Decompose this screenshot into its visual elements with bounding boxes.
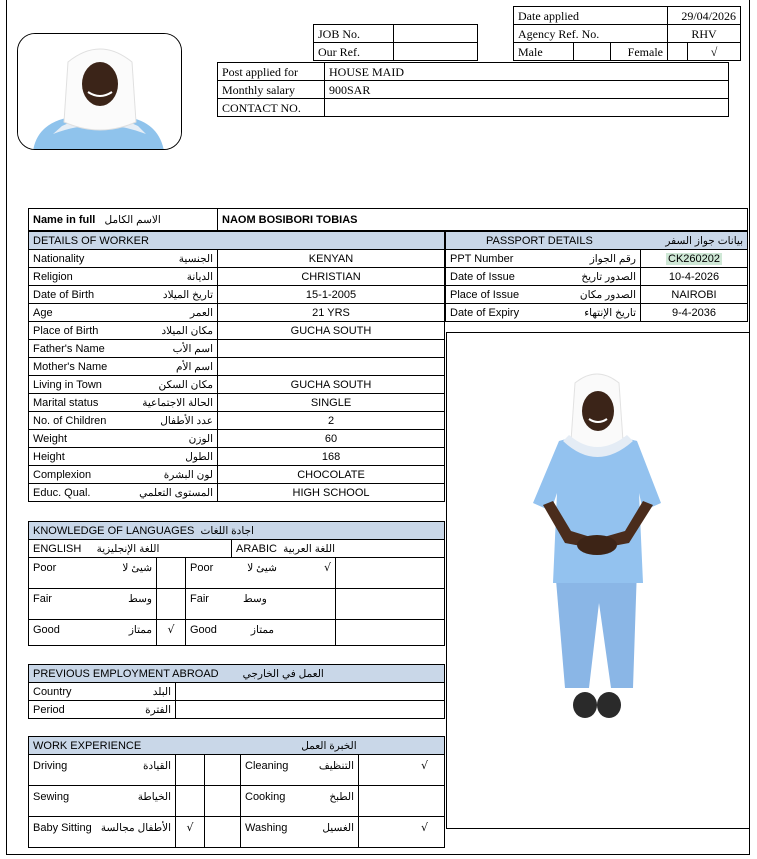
english-level-checkbox[interactable] (157, 589, 186, 620)
contact-field[interactable] (325, 99, 729, 117)
passport-detail-label: PPT Number رقم الجواز (446, 250, 641, 268)
worker-detail-label: Mother's Name اسم الأم (29, 358, 218, 376)
passport-detail-label: Date of Issue الصدور تاريخ (446, 268, 641, 286)
agency-ref-value: RHV (668, 25, 741, 43)
female-label: Female (611, 43, 668, 61)
work-experience-table (28, 736, 445, 848)
english-level-checkbox[interactable] (157, 558, 186, 589)
worker-detail-value: GUCHA SOUTH (218, 322, 445, 340)
worker-detail-row (29, 286, 445, 304)
worker-detail-value: 168 (218, 448, 445, 466)
our-ref-label: Our Ref. (314, 43, 394, 61)
passport-details-header: PASSPORT DETAILS بيانات جواز السفر (446, 232, 748, 250)
previous-employment-header: PREVIOUS EMPLOYMENT ABROAD العمل في الخارجي (29, 665, 445, 683)
passport-detail-row (446, 286, 748, 304)
arabic-column-header: ARABIC اللغة العربية (232, 540, 445, 558)
worker-detail-value: CHOCOLATE (218, 466, 445, 484)
skill-label: Washing الغسيل (241, 817, 359, 848)
period-field[interactable] (176, 701, 445, 719)
arabic-level-label: Good ممتاز (186, 620, 336, 646)
worker-detail-row (29, 466, 445, 484)
monthly-salary-value: 900SAR (325, 81, 729, 99)
worker-detail-value: GUCHA SOUTH (218, 376, 445, 394)
passport-detail-row (446, 304, 748, 322)
worker-detail-value: KENYAN (218, 250, 445, 268)
full-name-value: NAOM BOSIBORI TOBIAS (218, 209, 748, 231)
name-label: Name in full الاسم الكامل (29, 209, 218, 231)
applicant-portrait-photo (17, 33, 182, 150)
arabic-level-label: Poor شيئ لا √ (186, 558, 336, 589)
our-ref-field[interactable] (394, 43, 478, 61)
worker-detail-row (29, 376, 445, 394)
passport-detail-value: CK260202 (641, 250, 748, 268)
worker-detail-row (29, 322, 445, 340)
job-ref-table (313, 24, 478, 61)
languages-table (28, 521, 445, 666)
worker-detail-label: Living in Town مكان السكن (29, 376, 218, 394)
passport-detail-value: 9-4-2036 (641, 304, 748, 322)
name-table (28, 208, 748, 231)
worker-detail-value: HIGH SCHOOL (218, 484, 445, 502)
worker-detail-label: Father's Name اسم الأب (29, 340, 218, 358)
work-experience-row (29, 755, 445, 786)
applicant-full-body-photo (446, 332, 750, 829)
work-experience-header: WORK EXPERIENCE الخبرة العمل (29, 737, 445, 755)
passport-detail-row (446, 250, 748, 268)
passport-detail-label: Place of Issue الصدور مكان (446, 286, 641, 304)
languages-header: KNOWLEDGE OF LANGUAGES اجادة اللغات (29, 522, 445, 540)
worker-detail-label: No. of Children عدد الأطفال (29, 412, 218, 430)
worker-detail-row (29, 304, 445, 322)
english-level-label: Poor شيئ لا (29, 558, 157, 589)
worker-detail-row (29, 484, 445, 502)
skill-label: Baby Sitting الأطفال مجالسة (29, 817, 176, 848)
contact-label: CONTACT NO. (218, 99, 325, 117)
date-applied-label: Date applied (514, 7, 668, 25)
job-no-field[interactable] (394, 25, 478, 43)
post-applied-value: HOUSE MAID (325, 63, 729, 81)
worker-detail-row (29, 358, 445, 376)
skill-checkbox[interactable] (176, 755, 205, 786)
arabic-level-checkbox[interactable]: √ (323, 561, 331, 574)
worker-detail-label: Complexion لون البشرة (29, 466, 218, 484)
skill-label: Driving القيادة (29, 755, 176, 786)
english-column-header: ENGLISH اللغة الإنجليزية (29, 540, 232, 558)
period-label: Period الفترة (29, 701, 176, 719)
post-applied-label: Post applied for (218, 63, 325, 81)
language-level-blank (336, 589, 445, 620)
skill-checkbox[interactable]: √ (359, 817, 445, 848)
work-experience-row (29, 786, 445, 817)
worker-details-table (28, 231, 445, 502)
previous-employment-table (28, 664, 445, 737)
worker-detail-label: Marital status الحالة الاجتماعية (29, 394, 218, 412)
worker-detail-value: 2 (218, 412, 445, 430)
worker-detail-value: 21 YRS (218, 304, 445, 322)
skill-checkbox[interactable]: √ (176, 817, 205, 848)
male-checkbox[interactable] (574, 43, 611, 61)
worker-detail-value (218, 358, 445, 376)
worker-detail-row (29, 394, 445, 412)
male-label: Male (514, 43, 574, 61)
passport-detail-label: Date of Expiry تاريخ الإنتهاء (446, 304, 641, 322)
skill-checkbox[interactable] (176, 786, 205, 817)
worker-detail-row (29, 412, 445, 430)
english-level-label: Fair وسط (29, 589, 157, 620)
passport-detail-row (446, 268, 748, 286)
arabic-level-label: Fair وسط (186, 589, 336, 620)
language-level-blank (336, 620, 445, 646)
language-level-blank (336, 558, 445, 589)
worker-detail-value: CHRISTIAN (218, 268, 445, 286)
worker-detail-value (218, 340, 445, 358)
worker-detail-value: 15-1-2005 (218, 286, 445, 304)
worker-detail-value: SINGLE (218, 394, 445, 412)
skill-checkbox[interactable]: √ (359, 755, 445, 786)
english-level-checkbox[interactable]: √ (157, 620, 186, 646)
worker-detail-label: Date of Birth تاريخ الميلاد (29, 286, 218, 304)
english-level-label: Good ممتاز (29, 620, 157, 646)
country-field[interactable] (176, 683, 445, 701)
language-level-row (29, 558, 445, 589)
worker-detail-label: Height الطول (29, 448, 218, 466)
language-level-row (29, 620, 445, 646)
worker-detail-label: Age العمر (29, 304, 218, 322)
skill-label: Cooking الطبخ (241, 786, 359, 817)
skill-label: Cleaning التنظيف (241, 755, 359, 786)
worker-detail-label: Nationality الجنسية (29, 250, 218, 268)
work-experience-row (29, 817, 445, 848)
skill-checkbox[interactable] (359, 786, 445, 817)
worker-details-header: DETAILS OF WORKER (29, 232, 445, 250)
worker-detail-label: Religion الديانة (29, 268, 218, 286)
language-level-row (29, 589, 445, 620)
worker-detail-label: Place of Birth مكان الميلاد (29, 322, 218, 340)
worker-detail-label: Weight الوزن (29, 430, 218, 448)
worker-detail-label: Educ. Qual. المستوى التعلمي (29, 484, 218, 502)
passport-detail-value: 10-4-2026 (641, 268, 748, 286)
passport-details-table (445, 231, 748, 322)
worker-detail-row (29, 250, 445, 268)
date-applied-value: 29/04/2026 (668, 7, 741, 25)
passport-detail-value: NAIROBI (641, 286, 748, 304)
worker-detail-row (29, 448, 445, 466)
skill-label: Sewing الخياطة (29, 786, 176, 817)
country-label: Country البلد (29, 683, 176, 701)
agency-ref-label: Agency Ref. No. (514, 25, 668, 43)
female-checkbox[interactable]: √ (688, 43, 741, 61)
application-info-table (513, 6, 741, 61)
worker-detail-row (29, 430, 445, 448)
worker-detail-value: 60 (218, 430, 445, 448)
monthly-salary-label: Monthly salary (218, 81, 325, 99)
worker-detail-row (29, 268, 445, 286)
post-applied-table (217, 62, 729, 117)
job-no-label: JOB No. (314, 25, 394, 43)
worker-detail-row (29, 340, 445, 358)
